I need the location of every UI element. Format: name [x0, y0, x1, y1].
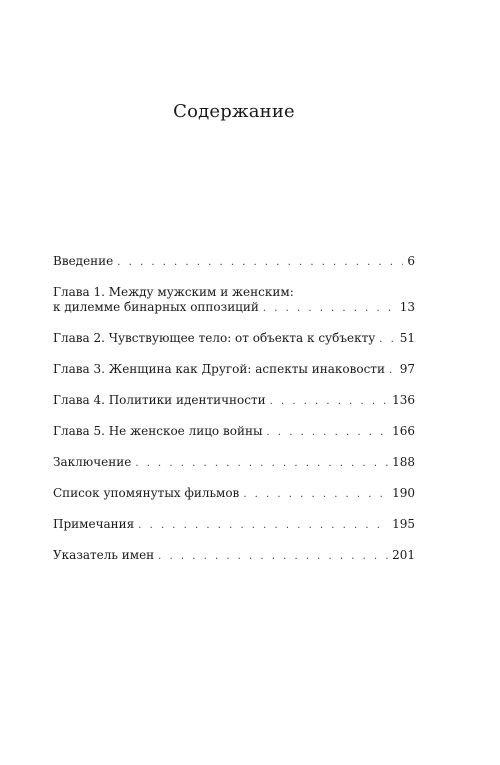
- dot-leader: [270, 394, 388, 409]
- toc-entry-page: 6: [407, 254, 415, 268]
- toc-entry-notes: [53, 517, 415, 533]
- toc-entry-page: 188: [392, 455, 415, 469]
- toc-entry-page: 195: [392, 517, 415, 531]
- toc-entry-film-list: [53, 486, 415, 502]
- table-of-contents: [53, 254, 415, 579]
- toc-entry-chapter-4: [53, 393, 415, 409]
- toc-entry-label: Введение: [53, 254, 114, 268]
- toc-entry-label: Глава 5. Не женское лицо войны: [53, 424, 263, 438]
- toc-entry-label-line1: Глава 1. Между мужским и женским:: [53, 285, 294, 299]
- dot-leader: [379, 332, 395, 347]
- toc-entry-page: 13: [399, 300, 415, 314]
- toc-entry-introduction: [53, 254, 415, 270]
- toc-entry-chapter-5: [53, 424, 415, 440]
- toc-entry-label: к дилемме бинарных оппозиций: [53, 300, 259, 314]
- dot-leader: [117, 255, 403, 270]
- toc-entry-name-index: [53, 548, 415, 564]
- dot-leader: [243, 487, 388, 502]
- dot-leader: [158, 549, 388, 564]
- dot-leader: [263, 301, 396, 316]
- toc-entry-label: Список упомянутых фильмов: [53, 486, 240, 500]
- toc-entry-page: 201: [392, 548, 415, 562]
- toc-entry-page: 190: [392, 486, 415, 500]
- toc-entry-label: Глава 4. Политики идентичности: [53, 393, 266, 407]
- dot-leader: [135, 456, 388, 471]
- toc-entry-label: Глава 2. Чувствующее тело: от объекта к субъекту: [53, 331, 376, 345]
- toc-entry-label: Указатель имен: [53, 548, 155, 562]
- toc-entry-page: 166: [392, 424, 415, 438]
- page-title: Содержание: [173, 101, 295, 122]
- dot-leader: [389, 363, 396, 378]
- toc-entry-chapter-1: [53, 285, 415, 316]
- dot-leader: [138, 518, 388, 533]
- toc-entry-label: Заключение: [53, 455, 132, 469]
- toc-entry-page: 136: [392, 393, 415, 407]
- toc-entry-label: Глава 3. Женщина как Другой: аспекты инаковости: [53, 362, 385, 376]
- toc-entry-page: 97: [399, 362, 415, 376]
- toc-entry-chapter-2: [53, 331, 415, 347]
- toc-entry-page: 51: [399, 331, 415, 345]
- toc-entry-chapter-3: [53, 362, 415, 378]
- toc-entry-conclusion: [53, 455, 415, 471]
- dot-leader: [267, 425, 389, 440]
- toc-entry-label: Примечания: [53, 517, 135, 531]
